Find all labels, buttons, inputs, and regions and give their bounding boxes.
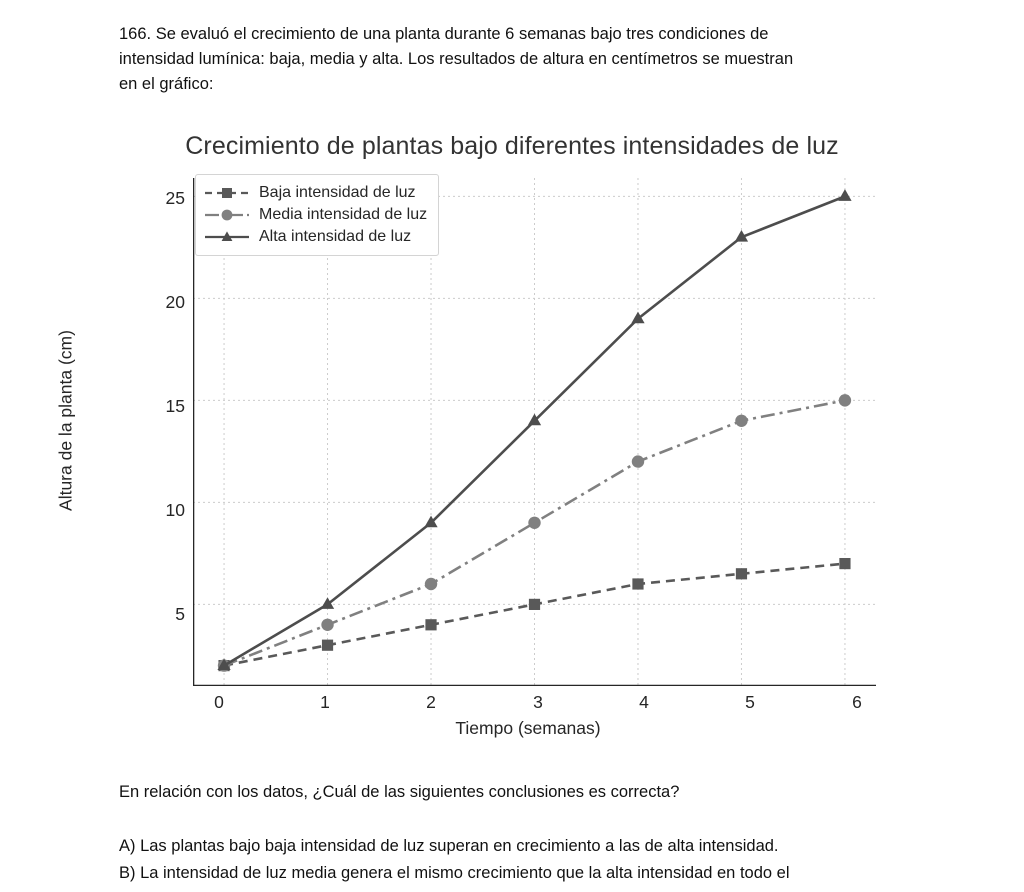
legend-swatch-alta-icon — [204, 228, 250, 246]
data-point-marker — [529, 599, 540, 610]
x-axis-tick-labels — [193, 692, 876, 718]
problem-statement-line-3: en el gráfico: — [119, 75, 214, 93]
series-line — [224, 196, 845, 665]
chart-legend — [195, 174, 439, 256]
series-2 — [218, 394, 851, 672]
data-point-marker — [425, 619, 436, 630]
chart-title: Crecimiento de plantas bajo diferentes intensidades de luz — [185, 132, 839, 160]
legend-swatch-media-icon — [204, 206, 250, 224]
data-point-marker — [425, 578, 437, 590]
y-tick-label: 15 — [165, 396, 185, 416]
x-tick-label: 2 — [426, 692, 436, 712]
legend-item-alta — [204, 226, 427, 248]
legend-item-baja — [204, 182, 427, 204]
legend-label-media: Media intensidad de luz — [259, 206, 428, 223]
data-point-marker — [736, 568, 747, 579]
y-tick-label: 5 — [175, 604, 185, 624]
y-axis-tick-labels — [133, 178, 185, 686]
problem-statement-line-1: 166. Se evaluó el crecimiento de una planta durante 6 semanas bajo tres condiciones de — [119, 25, 769, 43]
data-point-marker — [322, 640, 333, 651]
x-axis-label: Tiempo (semanas) — [455, 718, 601, 738]
x-tick-label: 0 — [214, 692, 224, 712]
data-point-marker — [631, 312, 644, 324]
series-line — [224, 400, 845, 665]
data-point-marker — [838, 189, 851, 201]
answer-option-b[interactable]: B) La intensidad de luz media genera el mismo crecimiento que la alta intensidad en todo el — [119, 864, 790, 882]
data-point-marker — [321, 619, 333, 631]
y-tick-label: 10 — [165, 500, 185, 520]
answer-options — [119, 833, 919, 887]
legend-item-media — [204, 204, 427, 226]
data-point-marker — [839, 558, 850, 569]
x-tick-label: 4 — [639, 692, 649, 712]
y-tick-label: 25 — [165, 188, 185, 208]
data-point-marker — [528, 517, 540, 529]
x-tick-label: 3 — [533, 692, 543, 712]
y-tick-label: 20 — [165, 292, 185, 312]
answer-option-a[interactable]: A) Las plantas bajo baja intensidad de luz superan en crecimiento a las de alta intensidad. — [119, 837, 779, 855]
y-axis-label: Altura de la planta (cm) — [55, 330, 76, 511]
line-chart — [0, 110, 1024, 760]
problem-statement — [119, 22, 905, 97]
data-point-marker — [839, 394, 851, 406]
x-tick-label: 1 — [320, 692, 330, 712]
data-point-marker — [321, 597, 334, 609]
x-tick-label: 5 — [745, 692, 755, 712]
data-point-marker — [632, 455, 644, 467]
legend-swatch-baja-icon — [204, 184, 250, 202]
problem-statement-line-2: intensidad lumínica: baja, media y alta. Los resultados de altura en centímetros se muestran — [119, 50, 794, 68]
legend-label-baja: Baja intensidad de luz — [259, 184, 416, 201]
question-prompt: En relación con los datos, ¿Cuál de las siguientes conclusiones es correcta? — [119, 783, 680, 801]
legend-label-alta: Alta intensidad de luz — [259, 228, 412, 245]
data-point-marker — [735, 415, 747, 427]
data-point-marker — [632, 578, 643, 589]
x-tick-label: 6 — [852, 692, 862, 712]
